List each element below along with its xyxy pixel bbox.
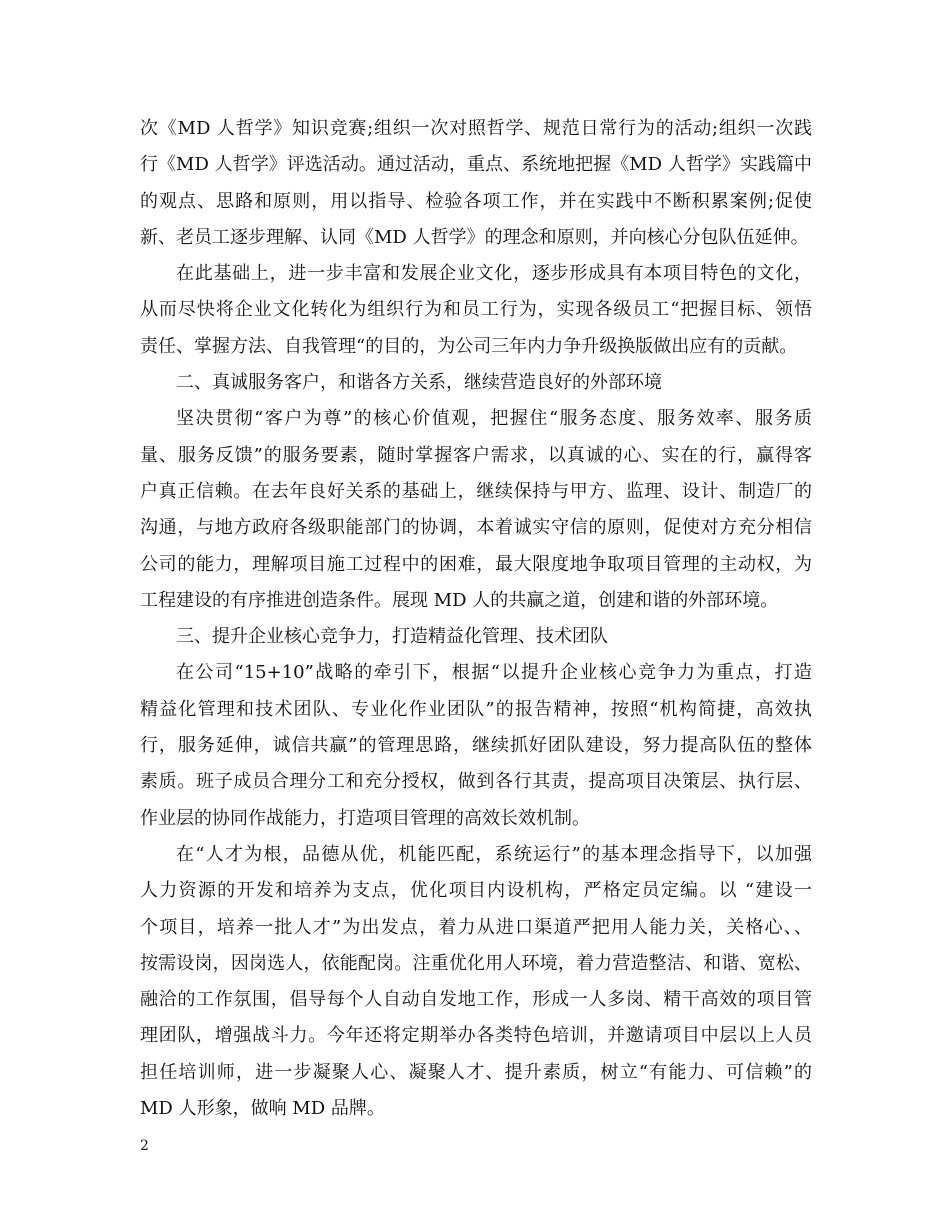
- text-line: 沟通，与地方政府各级职能部门的协调，本着诚实守信的原则，促使对方充分相信: [140, 517, 812, 539]
- paragraph-first-line: 在公司“15+10”战略的牵引下，根据“以提升企业核心竞争力为重点，打造: [176, 662, 812, 684]
- text-line: MD 人形象，做响 MD 品牌。: [140, 1098, 385, 1120]
- text-line: 行，服务延伸，诚信共赢”的管理思路，继续抓好团队建设，努力提高队伍的整体: [140, 735, 812, 757]
- text-line: 的观点、思路和原则，用以指导、检验各项工作，并在实践中不断积累案例;促使: [140, 190, 812, 212]
- text-line: 户真正信赖。在去年良好关系的基础上，继续保持与甲方、监理、设计、制造厂的: [140, 480, 812, 502]
- text-line: 新、老员工逐步理解、认同《MD 人哲学》的理念和原则，并向核心分包队伍延伸。: [140, 226, 809, 248]
- text-line: 责任、掌握方法、自我管理“的目的，为公司三年内力争升级换版做出应有的贡献。: [140, 335, 798, 357]
- text-line: 作业层的协同作战能力，打造项目管理的高效长效机制。: [140, 807, 590, 829]
- text-line: 人力资源的开发和培养为支点，优化项目内设机构，严格定员定编。以 “建设一: [140, 880, 812, 902]
- text-line: 融洽的工作氛围，倡导每个人自动自发地工作，形成一人多岗、精干高效的项目管: [140, 989, 812, 1011]
- text-line: 公司的能力，理解项目施工过程中的困难，最大限度地争取项目管理的主动权，为: [140, 553, 812, 575]
- paragraph-first-line: 在“人才为根，品德从优，机能匹配，系统运行”的基本理念指导下，以加强: [176, 843, 812, 865]
- text-line: 次《MD 人哲学》知识竞赛;组织一次对照哲学、规范日常行为的活动;组织一次践: [140, 118, 812, 139]
- text-line: 精益化管理和技术团队、专业化作业团队”的报告精神，按照“机构简捷，高效执: [140, 698, 812, 720]
- text-line: 从而尽快将企业文化转化为组织行为和员工行为，实现各级员工“把握目标、领悟: [140, 299, 812, 321]
- text-line: 行《MD 人哲学》评选活动。通过活动，重点、系统地把握《MD 人哲学》实践篇中: [140, 154, 812, 176]
- text-line: 按需设岗，因岗选人，依能配岗。注重优化用人环境，着力营造整洁、和谐、宽松、: [140, 952, 812, 974]
- text-line: 素质。班子成员合理分工和充分授权，做到各行其责，提高项目决策层、执行层、: [140, 771, 812, 793]
- section-heading: 二、真诚服务客户，和谐各方关系，继续营造良好的外部环境: [176, 372, 662, 394]
- body-text: [140, 111, 812, 1127]
- text-line: 理团队，增强战斗力。今年还将定期举办各类特色培训，并邀请项目中层以上人员: [140, 1025, 812, 1047]
- text-line: 个项目，培养一批人才”为出发点，着力从进口渠道严把用人能力关，关格心、、: [140, 916, 812, 938]
- section-heading: 三、提升企业核心竞争力，打造精益化管理、技术团队: [176, 626, 608, 648]
- paragraph-first-line: 在此基础上，进一步丰富和发展企业文化，逐步形成具有本项目特色的文化，: [176, 263, 812, 285]
- page-number: 2: [140, 1138, 149, 1154]
- text-line: 担任培训师，进一步凝聚人心、凝聚人才、提升素质，树立“有能力、可信赖”的: [140, 1061, 812, 1083]
- paragraph-first-line: 坚决贯彻“客户为尊”的核心价值观，把握住“服务态度、服务效率、服务质: [176, 408, 812, 430]
- text-line: 量、服务反馈”的服务要素，随时掌握客户需求，以真诚的心、实在的行，赢得客: [140, 444, 812, 466]
- text-line: 工程建设的有序推进创造条件。展现 MD 人的共赢之道，创建和谐的外部环境。: [140, 589, 779, 611]
